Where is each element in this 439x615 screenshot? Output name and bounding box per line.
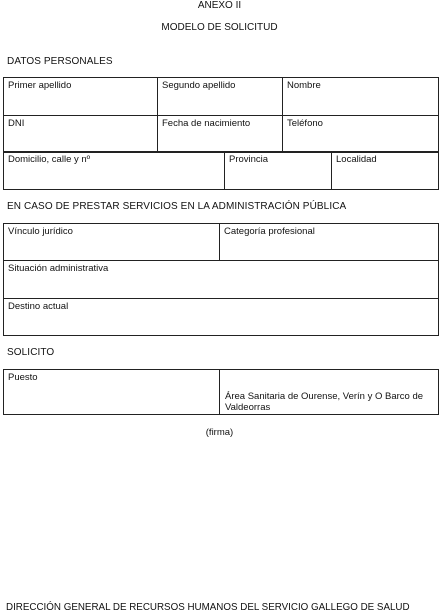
birth-date-field[interactable] — [158, 116, 283, 153]
category-field[interactable] — [220, 224, 439, 261]
current-post-field[interactable] — [4, 299, 439, 336]
address-table — [3, 151, 439, 190]
name-label: Nombre — [287, 80, 321, 91]
name-field[interactable] — [283, 78, 439, 116]
dni-label: DNI — [8, 118, 25, 129]
section-request-heading: SOLICITO — [7, 347, 55, 358]
personal-data-table — [3, 77, 439, 153]
section-personal-heading: DATOS PERSONALES — [7, 56, 113, 67]
admin-status-label: Situación administrativa — [8, 263, 109, 274]
position-field[interactable] — [4, 370, 220, 415]
annex-label: ANEXO II — [197, 0, 242, 11]
admin-status-field[interactable] — [4, 261, 439, 299]
section-public-service-heading: EN CASO DE PRESTAR SERVICIOS EN LA ADMINISTRACIÓN PÚBLICA — [7, 201, 347, 212]
category-label: Categoría profesional — [224, 226, 315, 237]
area-field — [220, 370, 439, 415]
position-label: Puesto — [8, 372, 38, 383]
current-post-label: Destino actual — [8, 301, 69, 312]
public-service-table — [3, 223, 439, 336]
legal-bond-label: Vínculo jurídico — [8, 226, 73, 237]
locality-field[interactable] — [332, 152, 439, 190]
signature-label: (firma) — [205, 427, 234, 438]
request-table — [3, 369, 439, 415]
phone-field[interactable] — [283, 116, 439, 153]
birth-date-label: Fecha de nacimiento — [162, 118, 251, 129]
address-label: Domicilio, calle y nº — [8, 154, 91, 165]
province-label: Provincia — [229, 154, 269, 165]
locality-label: Localidad — [336, 154, 377, 165]
phone-label: Teléfono — [287, 118, 323, 129]
second-surname-label: Segundo apellido — [162, 80, 236, 91]
address-field[interactable] — [4, 152, 225, 190]
footer-recipient: DIRECCIÓN GENERAL DE RECURSOS HUMANOS DEL SERVICIO GALLEGO DE SALUD — [6, 602, 410, 613]
legal-bond-field[interactable] — [4, 224, 220, 261]
form-title: MODELO DE SOLICITUD — [161, 22, 278, 33]
first-surname-field[interactable] — [4, 78, 158, 116]
area-text: Área Sanitaria de Ourense, Verín y O Barco de Valdeorras — [225, 391, 424, 413]
first-surname-label: Primer apellido — [8, 80, 72, 91]
dni-field[interactable] — [4, 116, 158, 153]
second-surname-field[interactable] — [158, 78, 283, 116]
province-field[interactable] — [225, 152, 332, 190]
